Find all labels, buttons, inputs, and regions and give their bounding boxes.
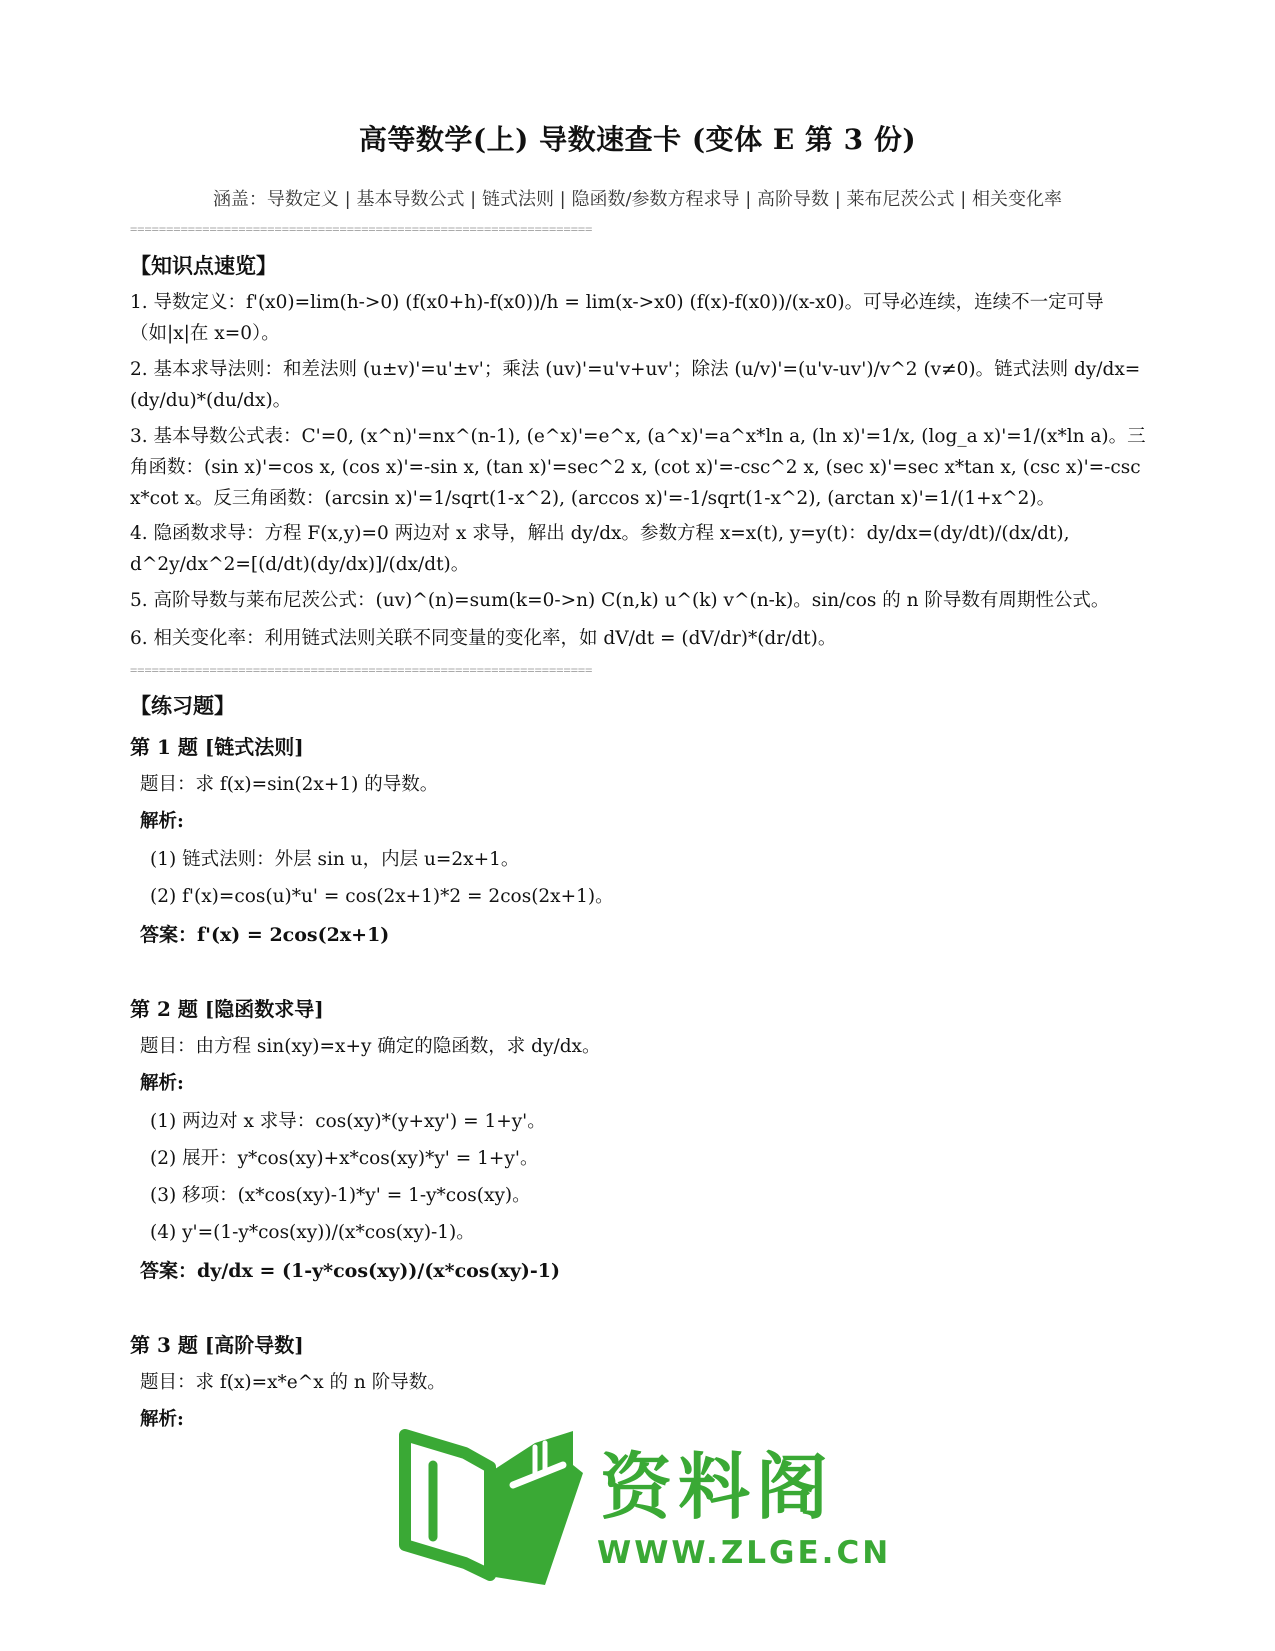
question-2-step-1: (1) 两边对 x 求导：cos(xy)*(y+xy') = 1+y'。 — [150, 1111, 546, 1132]
page-title: 高等数学(上) 导数速查卡 (变体 E 第 3 份) — [358, 123, 917, 156]
question-2-answer: 答案：dy/dx = (1-y*cos(xy))/(x*cos(xy)-1) — [140, 1260, 560, 1282]
question-1-analysis-label: 解析: — [140, 811, 184, 832]
watermark-brand: 资料阁 — [600, 1445, 835, 1529]
question-2-text: 题目：由方程 sin(xy)=x+y 确定的隐函数，求 dy/dx。 — [140, 1036, 601, 1057]
practice-heading: 【练习题】 — [130, 693, 235, 718]
question-1-text: 题目：求 f(x)=sin(2x+1) 的导数。 — [140, 774, 439, 795]
question-2-step-4: (4) y'=(1-y*cos(xy))/(x*cos(xy)-1)。 — [150, 1222, 475, 1243]
coverage-line: 涵盖：导数定义 | 基本导数公式 | 链式法则 | 隐函数/参数方程求导 | 高阶导数 | 莱布尼茨公式 | 相关变化率 — [212, 189, 1063, 210]
question-3-title: 第 3 题 [高阶导数] — [130, 1333, 304, 1357]
knowledge-heading: 【知识点速览】 — [130, 253, 277, 278]
question-1-step-2: (2) f'(x)=cos(u)*u' = cos(2x+1)*2 = 2cos(2x+1)。 — [150, 886, 614, 907]
knowledge-item-5: 5. 高阶导数与莱布尼茨公式：(uv)^(n)=sum(k=0->n) C(n,k) u^(k) v^(n-k)。sin/cos 的 n 阶导数有周期性公式。 — [130, 590, 1110, 611]
separator-line: ================================================================ — [130, 663, 593, 677]
book-icon — [395, 1425, 590, 1595]
question-2-analysis-label: 解析: — [140, 1073, 184, 1094]
question-1-step-1: (1) 链式法则：外层 sin u，内层 u=2x+1。 — [150, 849, 520, 870]
watermark-logo — [395, 1425, 892, 1595]
separator-line: ================================================================ — [130, 222, 593, 236]
knowledge-item-4: 4. 隐函数求导：方程 F(x,y)=0 两边对 x 求导，解出 dy/dx。参数方程 x=x(t), y=y(t)：dy/dx=(dy/dt)/(dx/dt), d^2y/dx^2=[(d/dt)(dy/dx)]/(dx/dt)。 — [130, 523, 1070, 575]
question-1-answer: 答案：f'(x) = 2cos(2x+1) — [140, 924, 390, 946]
knowledge-item-3: 3. 基本导数公式表：C'=0, (x^n)'=nx^(n-1), (e^x)'=e^x, (a^x)'=a^x*ln a, (ln x)'=1/x, (log_a x)'=1/(x*ln a)。三角函数：(sin x)'=cos x, (cos x)'=-sin x, (tan x)'=sec^2 x, (cot x)'=-csc^2 x, (sec x)'=sec x*tan x, (csc x)'=-csc x*cot x。反三角函数：(arcsin x)'=1/sqrt(1-x^2), (arccos x)'=-1/sqrt(1-x^2), (arctan x)'=1/(1+x^2)。 — [130, 426, 1146, 509]
question-3-text: 题目：求 f(x)=x*e^x 的 n 阶导数。 — [140, 1372, 446, 1393]
question-2-title: 第 2 题 [隐函数求导] — [130, 997, 324, 1021]
watermark-url: WWW.ZLGE.CN — [597, 1535, 892, 1571]
knowledge-item-6: 6. 相关变化率：利用链式法则关联不同变量的变化率，如 dV/dt = (dV/dr)*(dr/dt)。 — [130, 628, 837, 649]
question-2-step-2: (2) 展开：y*cos(xy)+x*cos(xy)*y' = 1+y'。 — [150, 1148, 539, 1169]
question-2-step-3: (3) 移项：(x*cos(xy)-1)*y' = 1-y*cos(xy)。 — [150, 1185, 531, 1206]
question-3-analysis-label: 解析: — [140, 1409, 184, 1430]
question-1-title: 第 1 题 [链式法则] — [130, 735, 304, 759]
knowledge-item-2: 2. 基本求导法则：和差法则 (u±v)'=u'±v'；乘法 (uv)'=u'v+uv'；除法 (u/v)'=(u'v-uv')/v^2 (v≠0)。链式法则 dy/dx=(dy/du)*(du/dx)。 — [130, 359, 1141, 411]
knowledge-item-1: 1. 导数定义：f'(x0)=lim(h->0) (f(x0+h)-f(x0))/h = lim(x->x0) (f(x)-f(x0))/(x-x0)。可导必连续，连续不一定可导（如|x|在 x=0）。 — [130, 292, 1104, 344]
